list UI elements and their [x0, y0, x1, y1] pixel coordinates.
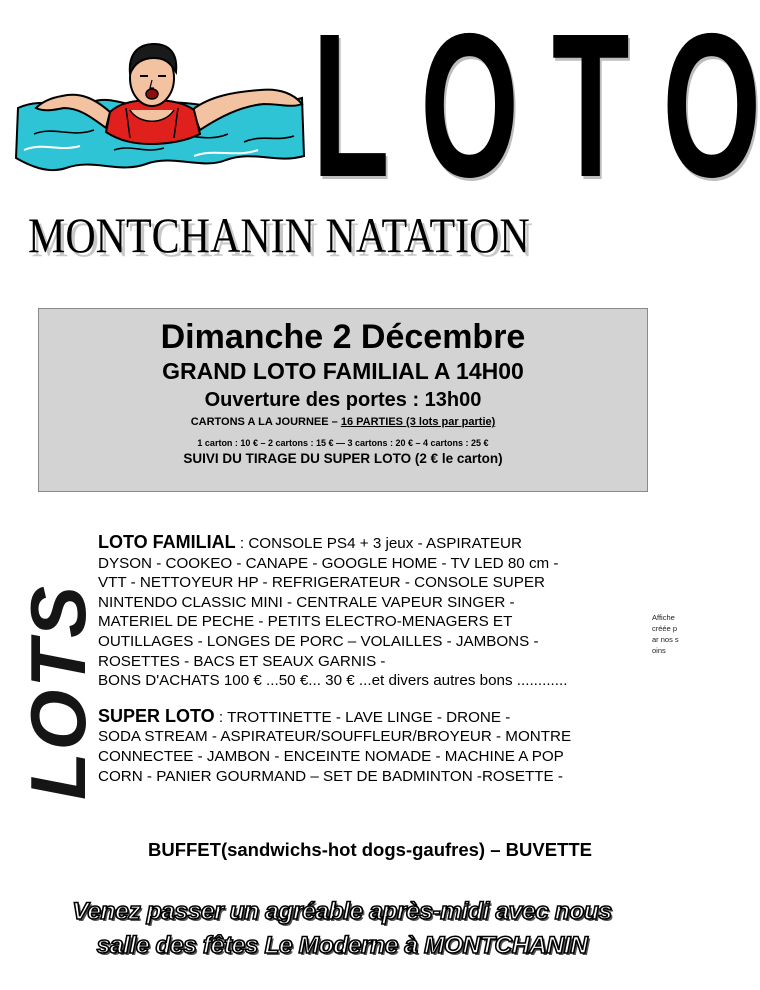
list-item: DYSON - COOKEO - CANAPE - GOOGLE HOME - TV LED 80 cm -	[98, 554, 559, 572]
poster-credit-note: Affiche créée par nos soins	[652, 613, 679, 655]
list-item: ROSETTES - BACS ET SEAUX GARNIS -	[98, 652, 386, 670]
list-item: CORN - PANIER GOURMAND – SET DE BADMINTON -ROSETTE -	[98, 767, 563, 785]
doors-opening: Ouverture des portes : 13h00	[204, 389, 482, 411]
invitation-line-1: Venez passer un agréable après-midi avec nous	[72, 898, 612, 925]
club-name: MONTCHANIN NATATION	[28, 207, 530, 263]
cartons-parties: 16 PARTIES (3 lots par partie)	[340, 416, 496, 428]
event-info-box	[38, 308, 648, 492]
carton-prices: 1 carton : 10 € – 2 cartons : 15 € — 3 cartons : 20 € – 4 cartons : 25 €	[197, 438, 489, 448]
event-date: Dimanche 2 Décembre	[160, 318, 526, 356]
loto-familial-heading: LOTO FAMILIAL	[98, 532, 236, 552]
super-loto-heading: SUPER LOTO	[98, 705, 215, 726]
super-loto-draw: SUIVI DU TIRAGE DU SUPER LOTO (2 € le carton)	[183, 451, 503, 466]
grand-loto-time: GRAND LOTO FAMILIAL A 14H00	[162, 358, 524, 384]
super-first-line	[98, 707, 638, 728]
list-item: CONNECTEE - JAMBON - ENCEINTE NOMADE - MACHINE A POP	[98, 747, 564, 765]
invitation-text	[0, 895, 684, 963]
list-item: BONS D'ACHATS 100 € ...50 €... 30 € ...et divers autres bons ............	[98, 672, 568, 690]
loto-familial-block	[98, 533, 638, 691]
super-loto-block	[98, 707, 638, 786]
familial-first-line	[98, 533, 638, 554]
cartons-prefix: CARTONS A LA JOURNEE –	[190, 416, 341, 428]
list-item: OUTILLAGES - LONGES DE PORC – VOLAILLES - JAMBONS -	[98, 632, 539, 650]
list-item: SODA STREAM - ASPIRATEUR/SOUFFLEUR/BROYEUR - MONTRE	[98, 728, 572, 746]
familial-intro: : CONSOLE PS4 + 3 jeux - ASPIRATEUR	[235, 535, 522, 552]
list-item: NINTENDO CLASSIC MINI - CENTRALE VAPEUR SINGER -	[98, 593, 515, 611]
list-item: MATERIEL DE PECHE - PETITS ELECTRO-MENAGERS ET	[98, 613, 513, 631]
loto-title: L O T O	[312, 0, 760, 220]
cartons-info	[39, 414, 647, 430]
buffet-buvette: BUFFET(sandwichs-hot dogs-gaufres) – BUVETTE	[147, 839, 593, 860]
lots-side-label: LOTS	[14, 584, 102, 800]
swimmer-illustration-icon	[14, 38, 306, 188]
invitation-line-2: salle des fêtes Le Moderne à MONTCHANIN	[96, 932, 588, 959]
super-intro: : TROTTINETTE - LAVE LINGE - DRONE -	[214, 708, 511, 726]
lots-section	[98, 533, 638, 786]
list-item: VTT - NETTOYEUR HP - REFRIGERATEUR - CONSOLE SUPER	[98, 574, 545, 592]
